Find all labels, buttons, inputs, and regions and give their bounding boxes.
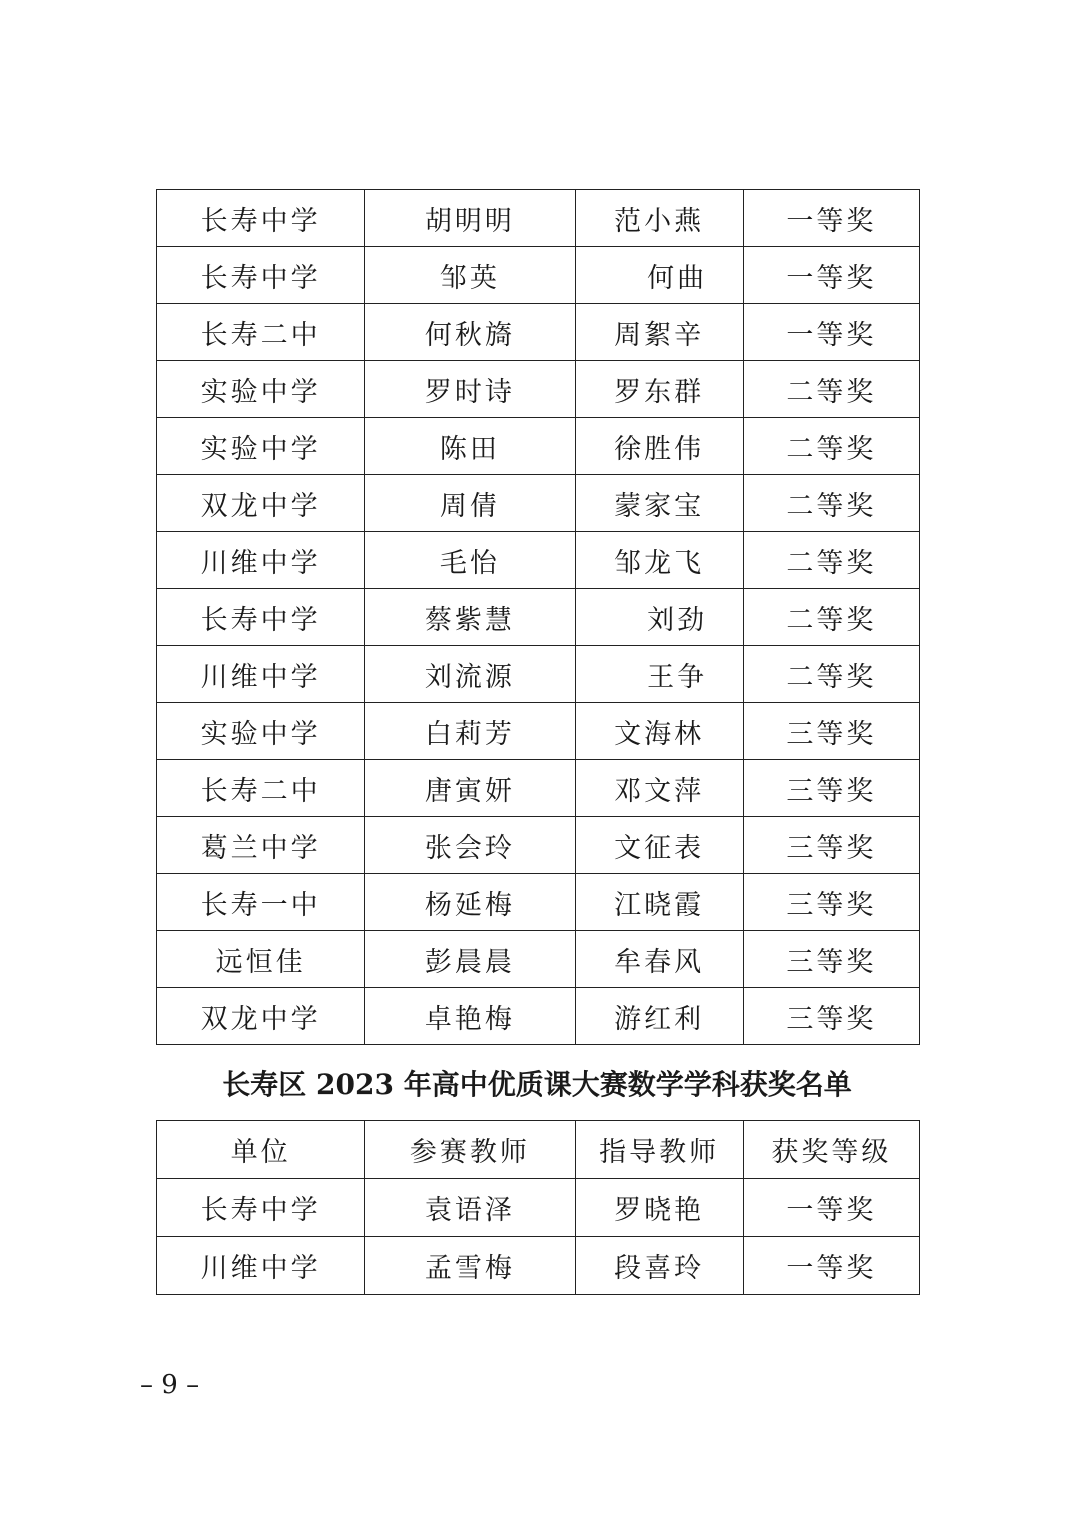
level-cell: 三等奖 [743,874,919,931]
page-number: – 9 – [140,1370,200,1400]
table-row [157,418,920,475]
teacher-cell: 陈田 [365,418,575,475]
unit-cell: 川维中学 [157,1237,365,1295]
header-unit: 单位 [157,1121,365,1179]
teacher-cell: 袁语泽 [365,1179,575,1237]
unit-cell: 川维中学 [157,646,365,703]
award-table-continued [156,189,920,1045]
teacher-cell: 彭晨晨 [365,931,575,988]
teacher-cell: 胡明明 [365,190,575,247]
unit-cell: 双龙中学 [157,988,365,1045]
header-mentor: 指导教师 [575,1121,743,1179]
table-row [157,646,920,703]
unit-cell: 实验中学 [157,361,365,418]
unit-cell: 川维中学 [157,532,365,589]
mentor-cell: 文海林 [575,703,743,760]
mentor-cell: 徐胜伟 [575,418,743,475]
table-row [157,1179,920,1237]
mentor-cell: 刘劲 [575,589,743,646]
math-award-table [156,1120,920,1295]
mentor-cell: 游红利 [575,988,743,1045]
teacher-cell: 毛怡 [365,532,575,589]
level-cell: 三等奖 [743,931,919,988]
table-row [157,988,920,1045]
mentor-cell: 邹龙飞 [575,532,743,589]
mentor-cell: 罗东群 [575,361,743,418]
teacher-cell: 杨延梅 [365,874,575,931]
mentor-cell: 周絮辛 [575,304,743,361]
teacher-cell: 刘流源 [365,646,575,703]
table-row [157,760,920,817]
mentor-cell: 范小燕 [575,190,743,247]
table-row [157,190,920,247]
teacher-cell: 卓艳梅 [365,988,575,1045]
unit-cell: 长寿一中 [157,874,365,931]
unit-cell: 长寿二中 [157,304,365,361]
unit-cell: 双龙中学 [157,475,365,532]
unit-cell: 长寿二中 [157,760,365,817]
teacher-cell: 罗时诗 [365,361,575,418]
mentor-cell: 王争 [575,646,743,703]
level-cell: 三等奖 [743,703,919,760]
teacher-cell: 孟雪梅 [365,1237,575,1295]
level-cell: 一等奖 [743,247,919,304]
mentor-cell: 江晓霞 [575,874,743,931]
unit-cell: 长寿中学 [157,247,365,304]
table-row [157,1237,920,1295]
mentor-cell: 罗晓艳 [575,1179,743,1237]
level-cell: 一等奖 [743,304,919,361]
teacher-cell: 蔡紫慧 [365,589,575,646]
level-cell: 一等奖 [743,190,919,247]
table-row [157,532,920,589]
table-row [157,874,920,931]
table-header-row [157,1121,920,1179]
section-title: 长寿区 2023 年高中优质课大赛数学学科获奖名单 [222,1068,852,1101]
level-cell: 三等奖 [743,760,919,817]
level-cell: 一等奖 [743,1179,919,1237]
mentor-cell: 邓文萍 [575,760,743,817]
teacher-cell: 周倩 [365,475,575,532]
table-row [157,475,920,532]
level-cell: 三等奖 [743,817,919,874]
level-cell: 三等奖 [743,988,919,1045]
teacher-cell: 张会玲 [365,817,575,874]
table-row [157,247,920,304]
mentor-cell: 何曲 [575,247,743,304]
table-row [157,931,920,988]
table-row [157,304,920,361]
teacher-cell: 邹英 [365,247,575,304]
level-cell: 一等奖 [743,1237,919,1295]
level-cell: 二等奖 [743,361,919,418]
unit-cell: 实验中学 [157,703,365,760]
teacher-cell: 白莉芳 [365,703,575,760]
level-cell: 二等奖 [743,418,919,475]
teacher-cell: 唐寅妍 [365,760,575,817]
header-level: 获奖等级 [743,1121,919,1179]
level-cell: 二等奖 [743,646,919,703]
table-row [157,817,920,874]
unit-cell: 长寿中学 [157,1179,365,1237]
mentor-cell: 蒙家宝 [575,475,743,532]
table-row [157,361,920,418]
unit-cell: 葛兰中学 [157,817,365,874]
teacher-cell: 何秋旖 [365,304,575,361]
header-teacher: 参赛教师 [365,1121,575,1179]
mentor-cell: 文征表 [575,817,743,874]
table-row [157,703,920,760]
mentor-cell: 段喜玲 [575,1237,743,1295]
unit-cell: 长寿中学 [157,190,365,247]
table-row [157,589,920,646]
level-cell: 二等奖 [743,532,919,589]
unit-cell: 长寿中学 [157,589,365,646]
level-cell: 二等奖 [743,589,919,646]
unit-cell: 实验中学 [157,418,365,475]
unit-cell: 远恒佳 [157,931,365,988]
level-cell: 二等奖 [743,475,919,532]
mentor-cell: 牟春风 [575,931,743,988]
